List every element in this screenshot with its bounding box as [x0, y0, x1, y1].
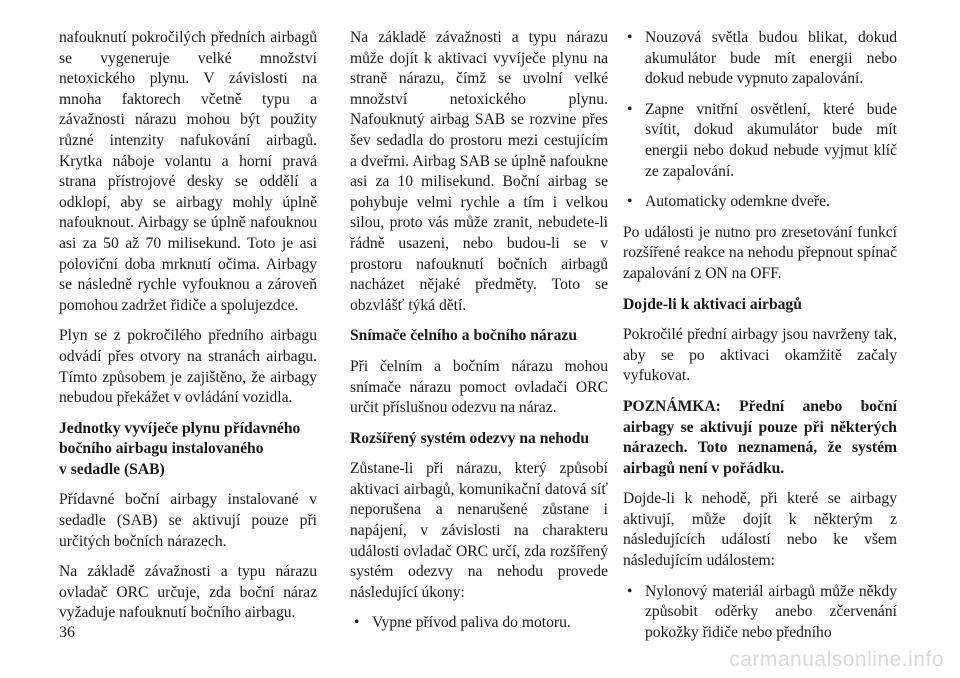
list-item: • Automaticky odemkne dveře. [623, 192, 897, 213]
paragraph-gas-venting: Plyn se z pokročilého předního airbagu odvádí přes otvory na stranách airbagu. Tímto způsobem je zajištěno, že airbagy nebudou překážet v ovládání vozidla. [59, 327, 317, 407]
list-item: • Zapne vnitřní osvětlení, které bude svítit, dokud akumulátor bude mít energii nebo dokud nebude vyjmut klíč ze zapalování. [623, 100, 897, 182]
paragraph-inflation-description: nafouknutí pokročilých předních airbagů se vygeneruje velké množství netoxického plynu. V závislosti na mnoha faktorech včetně typu a závažnosti nárazu mohou být použity různé intenzity nafukování airbagů. Krytka náboje volantu a horní pravá strana přístrojové desky se oddělí a odklopí, aby se airbagy mohly úplně nafouknout. Airbagy se úplně nafouknou asi za 50 až 70 milisekund. Toto je asi poloviční doba mrknutí očima. Airbagy se následně rychle vyfouknou a zároveň pomohou zadržet řidiče a spolujezdce. [59, 29, 317, 314]
right-column [623, 28, 897, 653]
paragraph-sab-activation: Přídavné boční airbagy instalované v sedadle (SAB) se aktivují pouze při určitých bočních nárazech. [59, 491, 317, 550]
heading-line-1: Jednotky vyvíječe plynu přídavného [59, 419, 301, 437]
heading-airbag-deployment: Dojde-li k aktivaci airbagů [623, 295, 802, 313]
paragraph-events-after-deployment: Dojde-li k nehodě, při které se airbagy aktivují, může dojít k některým z následujících událostí nebo ke všem následujícím událostem: [623, 490, 897, 570]
list-item: • Nylonový materiál airbagů může někdy způsobit oděrky anebo zčervenání pokožky řidiče nebo předního [623, 582, 897, 644]
list-item: • Vypne přívod paliva do motoru. [350, 613, 608, 634]
list-item: • Nouzová světla budou blikat, dokud akumulátor bude mít energii nebo dokud nebude vypnuto zapalování. [623, 28, 897, 90]
left-column [59, 28, 317, 634]
middle-column [350, 28, 608, 644]
note-block: POZNÁMKA: Přední anebo boční airbagy se aktivují pouze při některých nárazech. Toto neznamená, že systém airbagů není v pořádku. [623, 397, 897, 477]
page-number: 36 [59, 624, 75, 641]
bullet-list-response-actions-continued [623, 28, 897, 213]
heading-impact-sensors: Snímače čelního a bočního nárazu [350, 327, 577, 345]
heading-enhanced-accident-response: Rozšířený systém odezvy na nehodu [350, 429, 590, 447]
bullet-list-response-actions [350, 613, 608, 634]
heading-line-3: v sedadle (SAB) [59, 460, 165, 478]
paragraph-impact-sensors: Při čelním a bočním nárazu mohou snímače nárazu pomoct ovladači ORC určit příslušnou odezvu na náraz. [350, 357, 608, 417]
watermark-text: carmanualsonline.info [729, 648, 944, 671]
heading-sab-units [59, 419, 317, 481]
paragraph-orc-determination: Na základě závažnosti a typu nárazu ovladač ORC určuje, zda boční náraz vyžaduje nafouknutí bočního airbagu. [59, 563, 317, 622]
heading-line-2: bočního airbagu instalovaného [59, 440, 264, 458]
paragraph-reset-ignition: Po události je nutno pro zresetování funkcí rozšířené reakce na nehodu přepnout spínač zapalování z ON na OFF. [623, 223, 897, 282]
bullet-list-events [623, 582, 897, 644]
paragraph-enhanced-response: Zůstane-li při nárazu, který způsobí aktivaci airbagů, komunikační datová síť neporušena a nenarušené zůstane i napájení, v závislosti na charakteru události ovladač ORC určí, zda rozšířený systém odezvy na nehodu provede následující úkony: [350, 460, 608, 601]
paragraph-deflation: Pokročilé přední airbagy jsou navrženy tak, aby se po aktivaci okamžitě začaly vyfukovat. [623, 326, 897, 385]
paragraph-sab-deployment: Na základě závažnosti a typu nárazu může dojít k aktivaci vyvíječe plynu na straně nárazu, čímž se uvolní velké množství netoxického plynu. Nafouknutý airbag SAB se rozvine přes šev sedadla do prostoru mezi cestujícím a dveřmi. Airbag SAB se úplně nafoukne asi za 10 milisekund. Boční airbag se pohybuje velmi rychle a tím i velkou silou, proto vás může zranit, nebudete-li řádně usazeni, nebo budou-li se v prostoru nafouknutí bočních airbagů nacházet nějaké předměty. Toto se obzvlášť týká dětí. [350, 29, 608, 314]
